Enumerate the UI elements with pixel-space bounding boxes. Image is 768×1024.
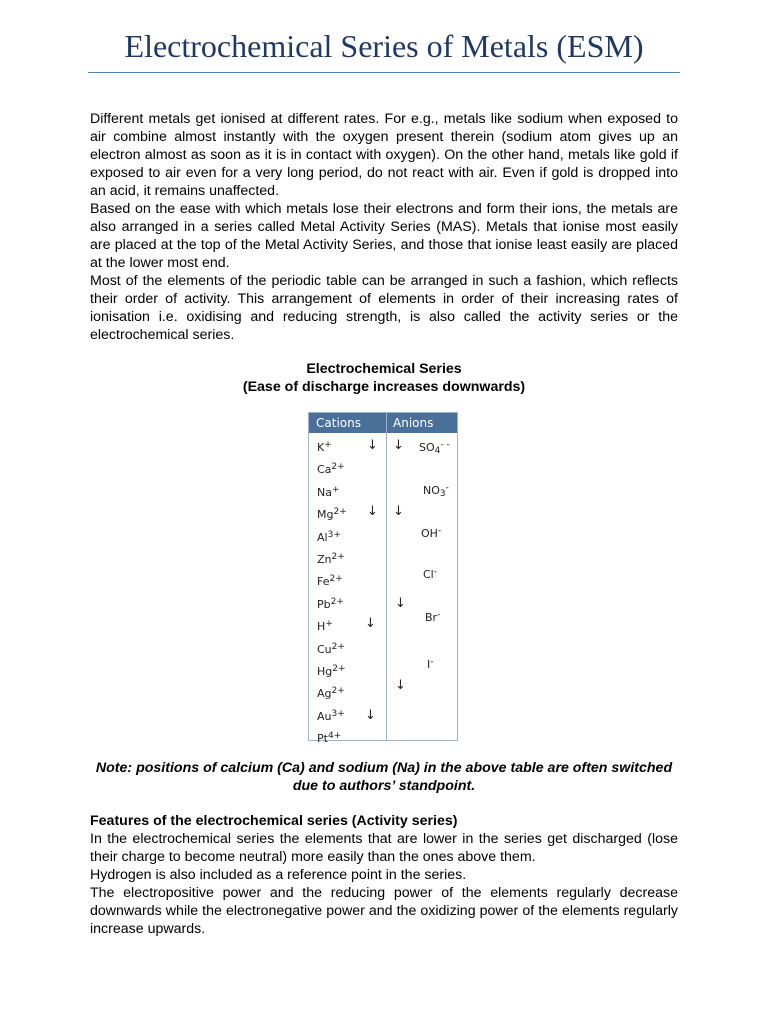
activity-series-paragraph: Most of the elements of the periodic table can be arranged in such a fashion, which reflects their order of activity. This arrangement of elements in order of their increasing rates of ionisation i.e. oxidising and reducing strength, is also called the activity series or the electrochemical series. [90, 273, 678, 343]
title-underline [88, 72, 680, 73]
features-paragraph-1: In the electrochemical series the elements that are lower in the series get discharged (lose their charge to become neutral) more easily than the ones above them. [90, 831, 678, 865]
note: Note: positions of calcium (Ca) and sodium (Na) in the above table are often switched due to authors’ standpoint. [95, 760, 673, 794]
cations-header: Cations [316, 416, 361, 430]
down-arrow-icon: ↓ [365, 616, 376, 631]
intro-paragraph: Different metals get ionised at different rates. For e.g., metals like sodium when exposed to air combine almost instantly with the oxygen present therein (sodium atom gives up an electron almost as soon as it is in contact with oxygen). On the other hand, metals like gold if exposed to air even for a very long period, do not react with air. Even if gold is dropped into an acid, it remains unaffected. [90, 111, 678, 199]
anion-so: $SO_4^{- -}$ [419, 440, 450, 456]
cation-ca: $Ca^{2+}$ [317, 462, 345, 477]
anion-cl: Cl- [423, 567, 437, 581]
cation-pt: $Pt^{4+}$ [317, 731, 342, 746]
cation-fe: $Fe^{2+}$ [317, 574, 343, 589]
table-header [309, 413, 457, 433]
mas-paragraph: Based on the ease with which metals lose their electrons and form their ions, the metals are also arranged in a series called Metal Activity Series (MAS). Metals that ionise most easily are placed at the top of the Metal Activity Series, and those that ionise least easily are placed at the lower most end. [90, 201, 678, 271]
cation-mg: $Mg^{2+}$ [317, 507, 347, 522]
cation-hg: $Hg^{2+}$ [317, 664, 346, 678]
cation-na: Na+ [317, 484, 340, 499]
cation-ag: $Ag^{2+}$ [317, 686, 345, 701]
features-heading: Features of the electrochemical series (Activity series) [90, 813, 458, 829]
down-arrow-icon: ↓ [365, 708, 376, 723]
down-arrow-icon: ↓ [393, 438, 404, 453]
anion-i: I- [427, 657, 434, 671]
cation-au: $Au^{3+}$ [317, 708, 345, 723]
features-paragraph-3: The electropositive power and the reducing power of the elements regularly decrease downwards while the electronegative power and the oxidizing power of the elements regularly increase upwards. [90, 885, 678, 937]
page-title: Electrochemical Series of Metals (ESM) [124, 28, 644, 64]
down-arrow-icon: ↓ [395, 596, 406, 611]
down-arrow-icon: ↓ [367, 438, 378, 453]
cation-pb: $Pb^{2+}$ [317, 596, 344, 611]
cation-cu: $Cu^{2+}$ [317, 641, 345, 656]
series-subheading: (Ease of discharge increases downwards) [242, 379, 526, 395]
anion-oh: OH- [421, 526, 442, 540]
anions-header: Anions [393, 416, 434, 430]
down-arrow-icon: ↓ [367, 504, 378, 519]
series-heading: Electrochemical Series [306, 361, 462, 377]
cation-al: $Al^{3+}$ [317, 529, 341, 544]
anion-br: Br- [425, 610, 441, 624]
down-arrow-icon: ↓ [393, 504, 404, 519]
down-arrow-icon: ↓ [395, 678, 406, 693]
cation-zn: $Zn^{2+}$ [317, 552, 345, 566]
cation-h: H+ [317, 619, 333, 634]
column-divider [386, 413, 387, 740]
cation-k: K+ [317, 440, 332, 454]
electrochemical-series-table [308, 412, 458, 746]
features-paragraph-2: Hydrogen is also included as a reference point in the series. [90, 867, 467, 883]
anion-no: $NO_3^-$ [423, 483, 449, 499]
